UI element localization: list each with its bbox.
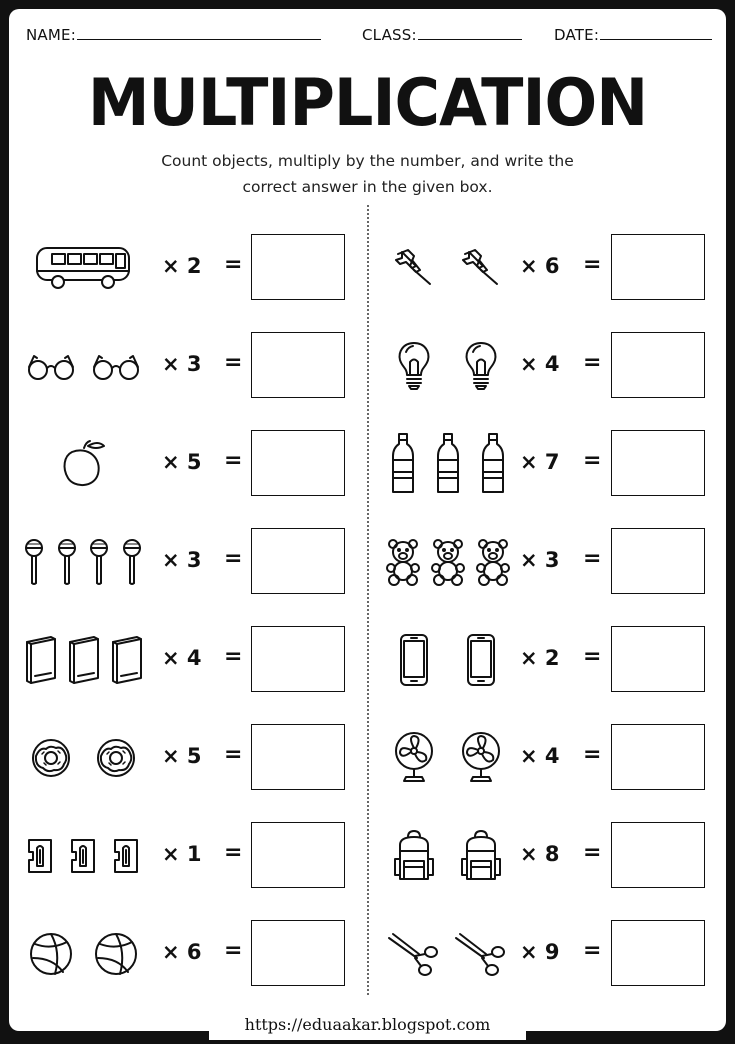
answer-box[interactable] [611,430,705,496]
object-group [380,528,515,596]
multiplier-label: × 7 [520,450,560,474]
lightbulb-icon [395,340,433,392]
class-blank-line[interactable] [418,25,522,40]
equals-sign: = [583,644,602,669]
object-group [380,920,515,988]
answer-box[interactable] [611,332,705,398]
multiplier-label: × 4 [162,646,202,670]
teddy-bear-icon [473,538,513,586]
date-field[interactable] [554,25,712,44]
object-group [380,234,515,302]
multiplier-label: × 2 [162,254,202,278]
smartphone-icon [399,633,429,687]
right-problem-row [0,724,735,792]
multiplier-label: × 9 [520,940,560,964]
equals-sign: = [224,938,243,963]
multiplier-label: × 6 [162,940,202,964]
equals-sign: = [224,742,243,767]
answer-box[interactable] [611,234,705,300]
right-problem-row [0,234,735,302]
equals-sign: = [224,448,243,473]
class-label: CLASS: [362,26,417,44]
answer-box[interactable] [611,626,705,692]
water-bottle-icon [480,432,506,496]
instruction-line-2: correct answer in the given box. [242,178,493,196]
equals-sign: = [224,252,243,277]
backpack-icon [459,829,503,883]
name-label: NAME: [26,26,76,44]
instructions [100,148,635,200]
answer-box[interactable] [611,528,705,594]
name-field[interactable] [26,25,321,44]
scissors-icon [452,932,510,976]
name-blank-line[interactable] [77,25,321,40]
date-blank-line[interactable] [600,25,712,40]
object-group [380,626,515,694]
equals-sign: = [583,350,602,375]
instruction-line-1: Count objects, multiply by the number, and write the [161,152,574,170]
multiplier-label: × 8 [520,842,560,866]
object-group [380,332,515,400]
date-label: DATE: [554,26,600,44]
fan-icon [392,731,436,785]
equals-sign: = [583,546,602,571]
equals-sign: = [583,938,602,963]
multiplier-label: × 3 [162,548,202,572]
equals-sign: = [583,252,602,277]
object-group [380,724,515,792]
equals-sign: = [224,350,243,375]
equals-sign: = [224,840,243,865]
object-group [380,430,515,498]
multiplier-label: × 6 [520,254,560,278]
right-problem-row [0,528,735,596]
teddy-bear-icon [383,538,423,586]
answer-box[interactable] [611,920,705,986]
pushpin-icon [459,248,503,288]
lightbulb-icon [462,340,500,392]
answer-box[interactable] [611,822,705,888]
equals-sign: = [583,448,602,473]
fan-icon [459,731,503,785]
multiplier-label: × 4 [520,352,560,376]
equals-sign: = [583,840,602,865]
worksheet-title: MULTIPLICATION [87,64,648,141]
right-problem-row [0,822,735,890]
multiplier-label: × 1 [162,842,202,866]
multiplier-label: × 3 [162,352,202,376]
answer-box[interactable] [611,724,705,790]
multiplier-label: × 2 [520,646,560,670]
water-bottle-icon [435,432,461,496]
multiplier-label: × 5 [162,744,202,768]
backpack-icon [392,829,436,883]
multiplier-label: × 5 [162,450,202,474]
water-bottle-icon [390,432,416,496]
right-problem-row [0,626,735,694]
equals-sign: = [224,644,243,669]
equals-sign: = [583,742,602,767]
class-field[interactable] [362,25,522,44]
right-problem-row [0,430,735,498]
multiplier-label: × 3 [520,548,560,572]
right-problem-row [0,332,735,400]
pushpin-icon [392,248,436,288]
right-problem-row [0,920,735,988]
footer-url: https://eduaakar.blogspot.com [209,1006,526,1040]
equals-sign: = [224,546,243,571]
smartphone-icon [466,633,496,687]
object-group [380,822,515,890]
scissors-icon [385,932,443,976]
multiplier-label: × 4 [520,744,560,768]
teddy-bear-icon [428,538,468,586]
